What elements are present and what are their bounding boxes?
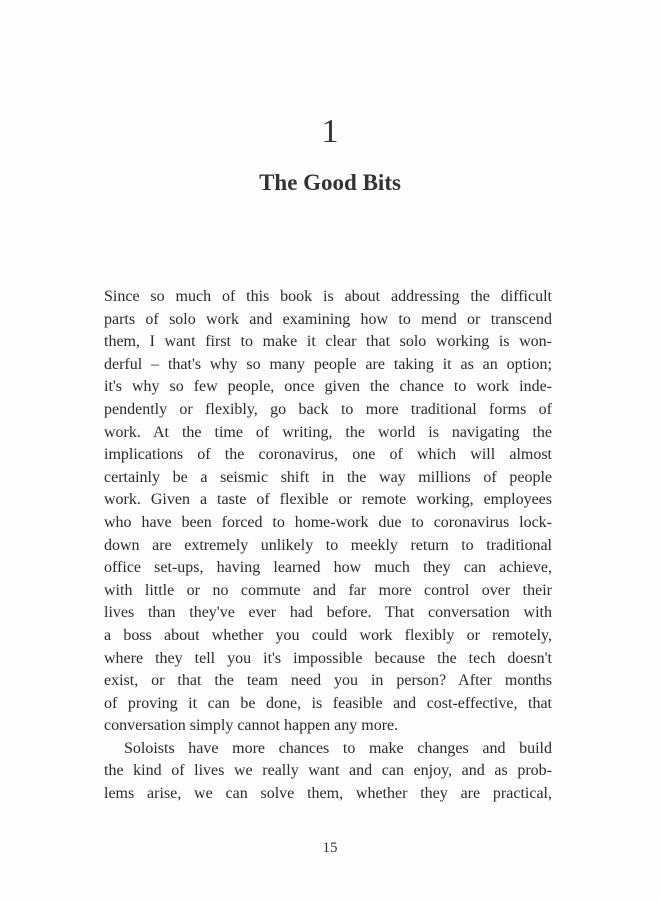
paragraph bbox=[104, 286, 552, 738]
text-line: implications of the coronavirus, one of which will almost bbox=[104, 446, 552, 464]
text-line: the kind of lives we really want and can enjoy, and as prob- bbox=[104, 762, 552, 780]
page-number: 15 bbox=[322, 840, 338, 856]
text-line: it's why so few people, once given the chance to work inde- bbox=[104, 378, 552, 396]
text-line: parts of solo work and examining how to mend or transcend bbox=[104, 310, 552, 328]
text-line: work. Given a taste of flexible or remote working, employees bbox=[104, 491, 552, 509]
text-line: them, I want first to make it clear that solo working is won- bbox=[104, 333, 552, 351]
text-line: conversation simply cannot happen any more. bbox=[104, 717, 399, 735]
text-line: lems arise, we can solve them, whether they are practical, bbox=[104, 785, 552, 803]
text-line: with little or no commute and far more control over their bbox=[104, 581, 552, 599]
text-line: certainly be a seismic shift in the way millions of people bbox=[104, 468, 552, 486]
text-line: Soloists have more chances to make changes and build bbox=[124, 739, 552, 757]
text-line: who have been forced to home-work due to coronavirus lock- bbox=[104, 513, 552, 531]
text-line: office set-ups, having learned how much they can achieve, bbox=[104, 559, 552, 577]
paragraph bbox=[104, 738, 552, 806]
chapter-number: 1 bbox=[321, 113, 339, 150]
text-line: a boss about whether you could work flexibly or remotely, bbox=[104, 626, 552, 644]
text-line: exist, or that the team need you in person? After months bbox=[104, 672, 552, 690]
text-line: derful – that's why so many people are taking it as an option; bbox=[104, 355, 552, 373]
text-line: down are extremely unlikely to meekly return to traditional bbox=[104, 536, 552, 554]
body-text bbox=[104, 286, 552, 806]
text-line: pendently or flexibly, go back to more traditional forms of bbox=[104, 400, 552, 418]
text-line: work. At the time of writing, the world is navigating the bbox=[104, 423, 552, 441]
text-line: Since so much of this book is about addressing the difficult bbox=[104, 288, 552, 305]
text-line: of proving it can be done, is feasible and cost-effective, that bbox=[104, 694, 552, 712]
chapter-title: The Good Bits bbox=[259, 170, 401, 195]
text-line: where they tell you it's impossible because the tech doesn't bbox=[104, 649, 552, 667]
text-line: lives than they've ever had before. That conversation with bbox=[104, 604, 552, 622]
